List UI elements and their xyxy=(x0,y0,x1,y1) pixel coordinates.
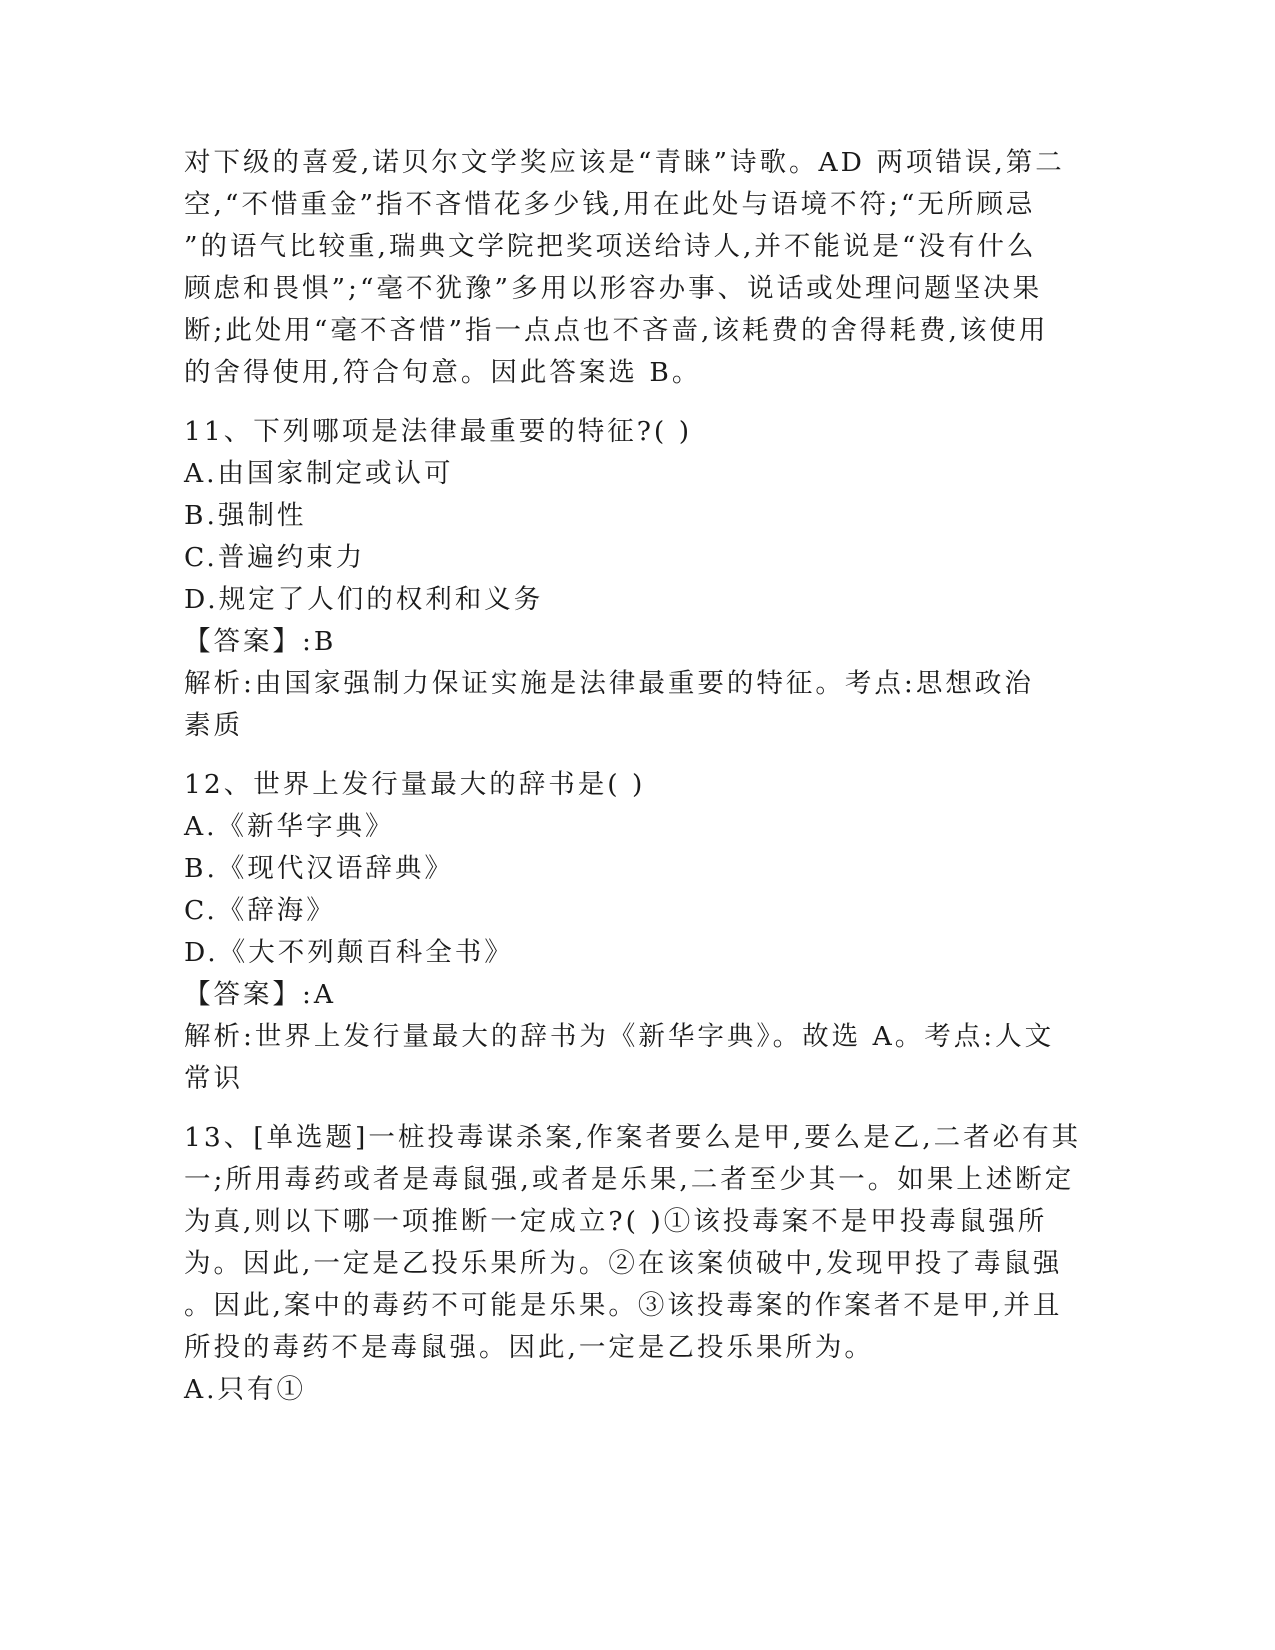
analysis-line: 常识 xyxy=(184,1063,243,1094)
option-b: B.《现代汉语辞典》 xyxy=(184,853,454,884)
question-stem-line: 所投的毒药不是毒鼠强。因此,一定是乙投乐果所为。 xyxy=(184,1332,874,1363)
paragraph-line: 对下级的喜爱,诺贝尔文学奖应该是“青睐”诗歌。AD 两项错误,第二 xyxy=(184,147,1065,178)
question-stem-line: 13、[单选题]一桩投毒谋杀案,作案者要么是甲,要么是乙,二者必有其 xyxy=(184,1122,1082,1153)
analysis-line: 素质 xyxy=(184,710,243,741)
option-c: C.普遍约束力 xyxy=(184,542,366,573)
analysis-line: 解析:世界上发行量最大的辞书为《新华字典》。故选 A。考点:人文 xyxy=(184,1021,1055,1052)
analysis-line: 解析:由国家强制力保证实施是法律最重要的特征。考点:思想政治 xyxy=(184,668,1034,699)
option-b: B.强制性 xyxy=(184,500,307,531)
question-12 xyxy=(184,764,1084,1100)
question-stem-line: 。因此,案中的毒药不可能是乐果。③该投毒案的作案者不是甲,并且 xyxy=(184,1290,1063,1321)
intro-paragraph xyxy=(184,142,1084,394)
document-body xyxy=(184,142,1084,1411)
paragraph-line: 顾虑和畏惧”;“毫不犹豫”多用以形容办事、说话或处理问题坚决果 xyxy=(184,273,1043,304)
section-spacer xyxy=(184,1100,1084,1117)
question-11 xyxy=(184,411,1084,747)
option-d: D.《大不列颠百科全书》 xyxy=(184,937,514,968)
option-a: A.《新华字典》 xyxy=(184,811,395,842)
option-d: D.规定了人们的权利和义务 xyxy=(184,584,544,615)
question-stem: 11、下列哪项是法律最重要的特征?( ) xyxy=(184,416,693,447)
paragraph-line: 断;此处用“毫不吝惜”指一点点也不吝啬,该耗费的舍得耗费,该使用 xyxy=(184,315,1049,346)
question-stem-line: 为。因此,一定是乙投乐果所为。②在该案侦破中,发现甲投了毒鼠强 xyxy=(184,1248,1063,1279)
question-13 xyxy=(184,1117,1084,1411)
question-stem-line: 一;所用毒药或者是毒鼠强,或者是乐果,二者至少其一。如果上述断定 xyxy=(184,1164,1075,1195)
paragraph-line: ”的语气比较重,瑞典文学院把奖项送给诗人,并不能说是“没有什么 xyxy=(184,231,1037,262)
question-stem: 12、世界上发行量最大的辞书是( ) xyxy=(184,769,646,800)
section-spacer xyxy=(184,747,1084,764)
option-a: A.只有① xyxy=(184,1374,307,1405)
paragraph-line: 的舍得使用,符合句意。因此答案选 B。 xyxy=(184,357,702,388)
question-stem-line: 为真,则以下哪一项推断一定成立?( )①该投毒案不是甲投毒鼠强所 xyxy=(184,1206,1048,1237)
section-spacer xyxy=(184,394,1084,411)
option-a: A.由国家制定或认可 xyxy=(184,458,454,489)
option-c: C.《辞海》 xyxy=(184,895,336,926)
answer-line: 【答案】:B xyxy=(184,626,337,657)
answer-line: 【答案】:A xyxy=(184,979,337,1010)
paragraph-line: 空,“不惜重金”指不吝惜花多少钱,用在此处与语境不符;“无所顾忌 xyxy=(184,189,1036,220)
